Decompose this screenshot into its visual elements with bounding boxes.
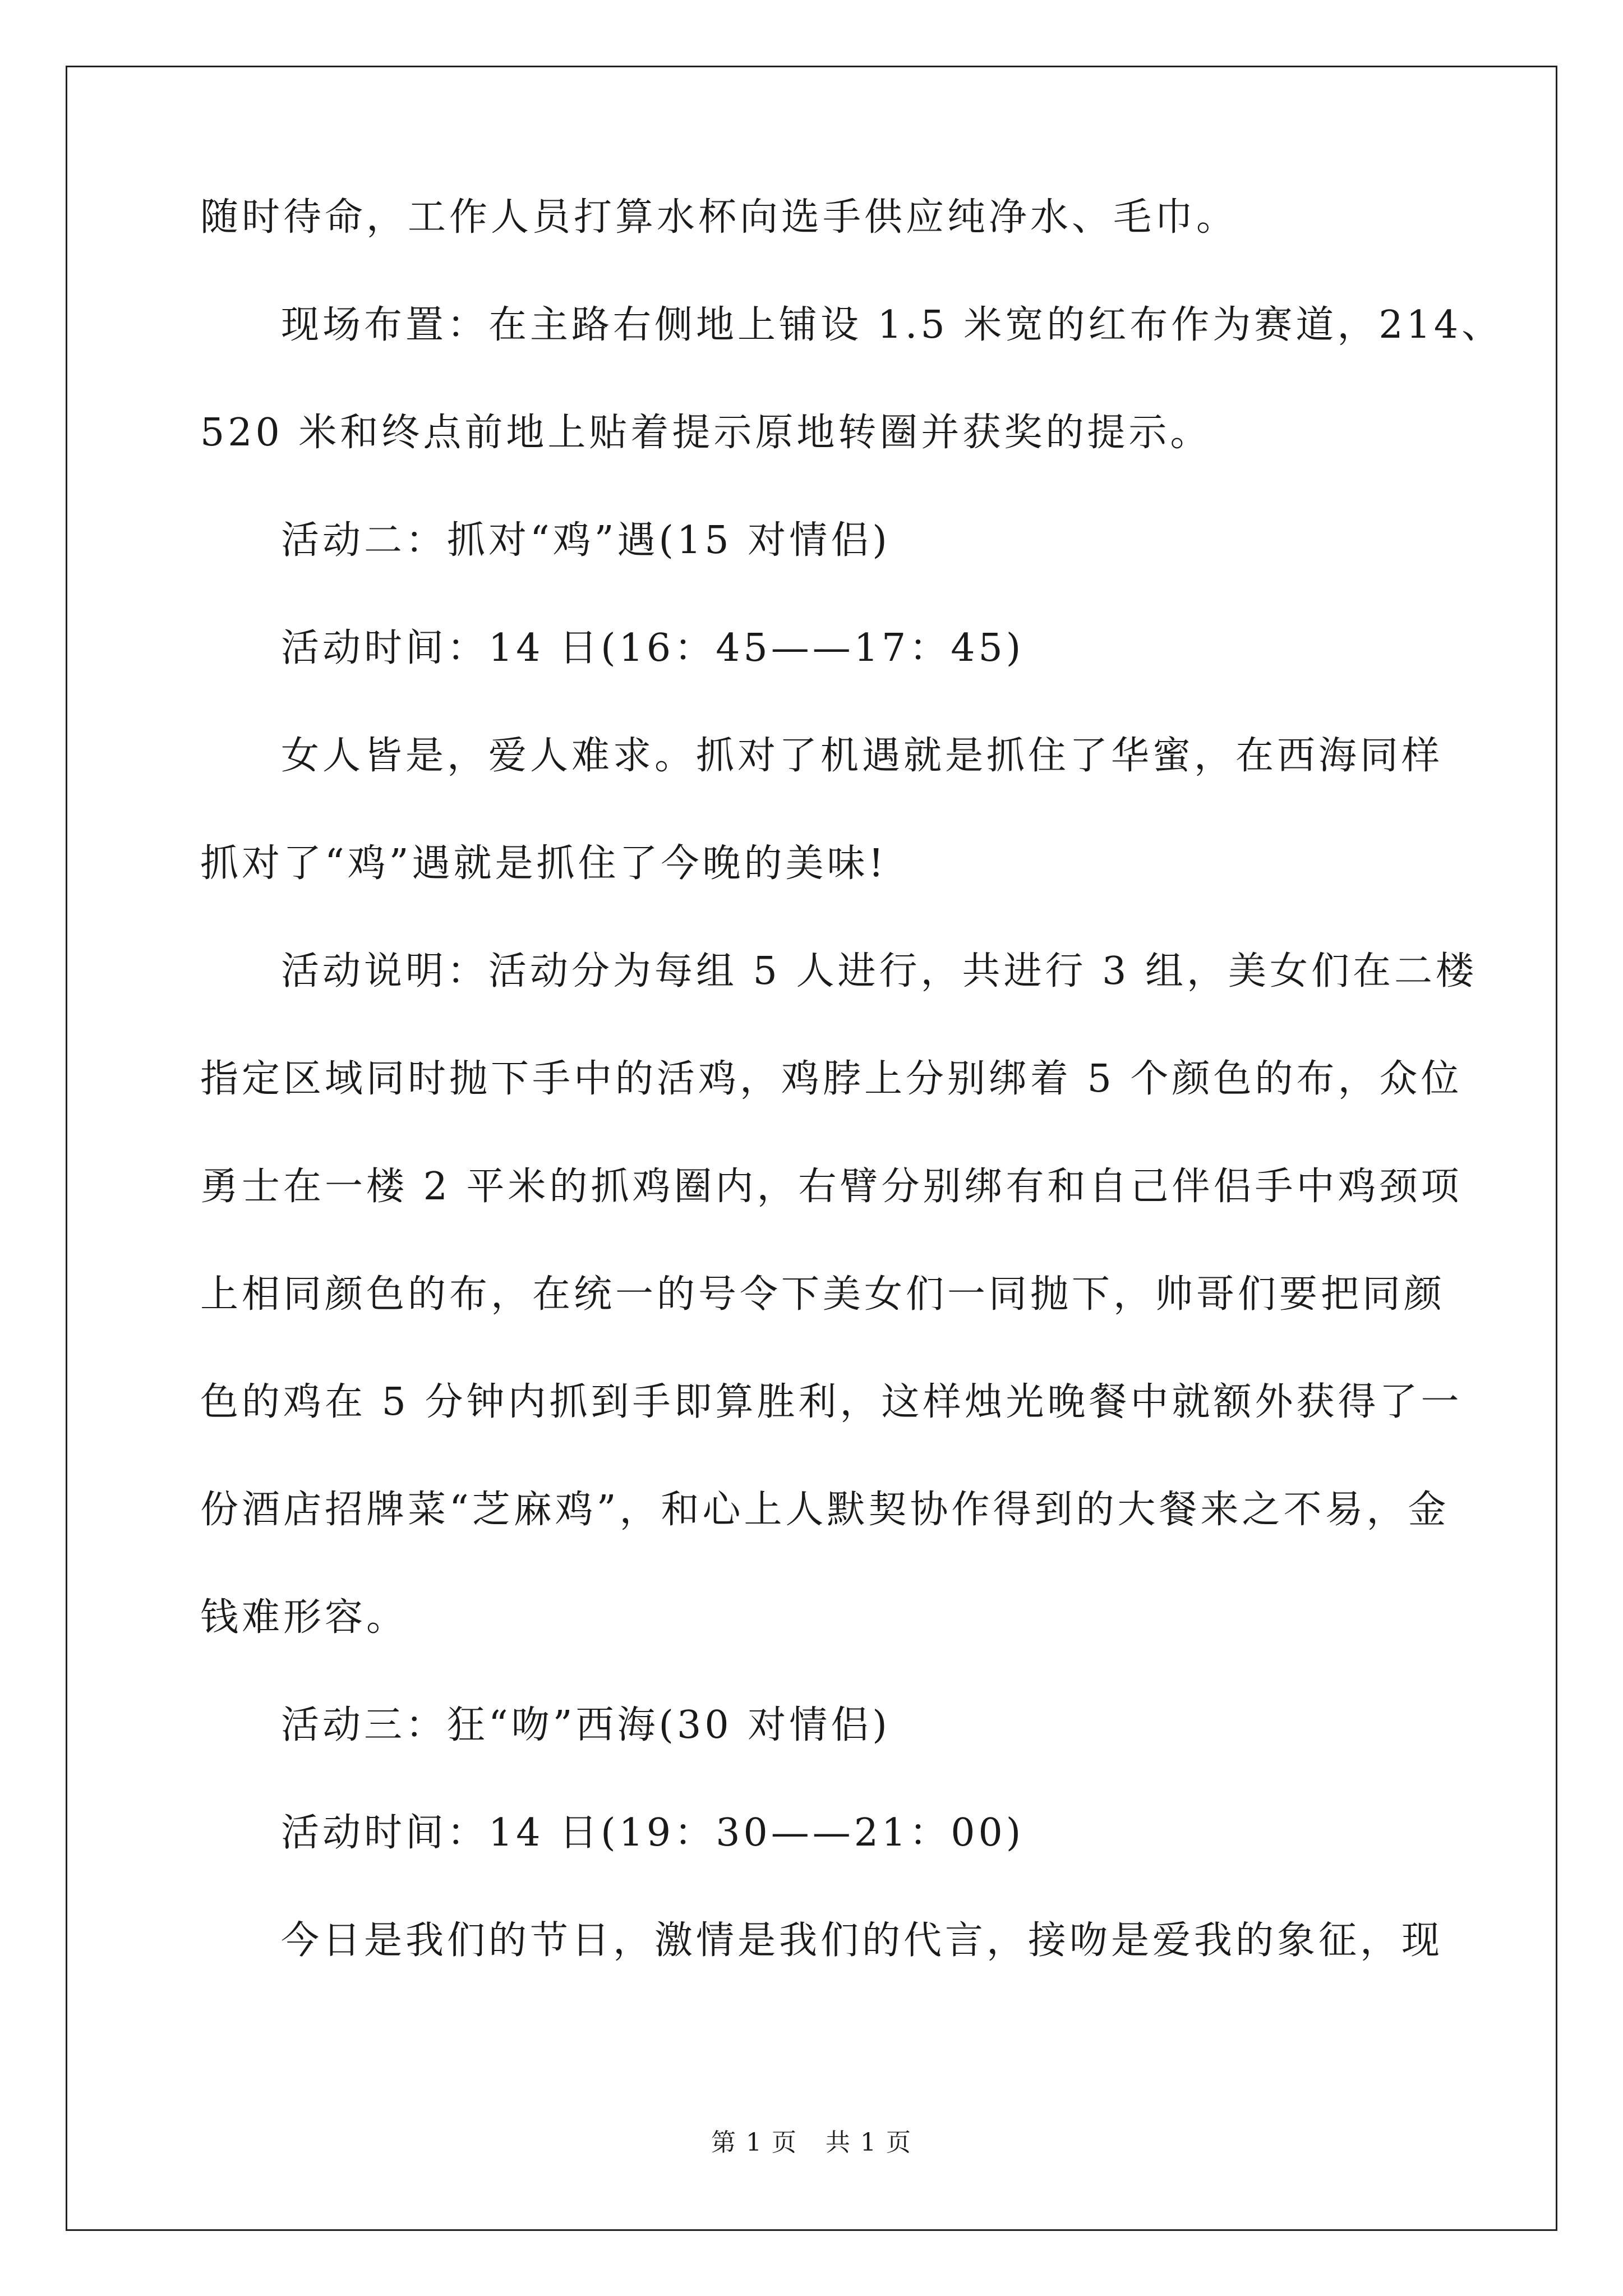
text-line: 活动时间：14 日(19：30——21：00): [281, 1811, 1025, 1855]
page-number: 第 1 页: [711, 2128, 797, 2157]
page-footer: [0, 2126, 1623, 2160]
page-border: [66, 66, 1557, 2231]
text-line: 抓对了“鸡”遇就是抓住了今晚的美味!: [200, 841, 887, 886]
text-line: 活动说明：活动分为每组 5 人进行，共进行 3 组，美女们在二楼: [281, 949, 1477, 993]
text-line: 勇士在一楼 2 平米的抓鸡圈内，右臂分别绑有和自己伴侣手中鸡颈项: [200, 1165, 1463, 1209]
text-line: 指定区域同时抛下手中的活鸡，鸡脖上分别绑着 5 个颜色的布，众位: [200, 1057, 1463, 1101]
section-heading: 活动三：狂“吻”西海(30 对情侣): [281, 1703, 891, 1747]
text-line: 520 米和终点前地上贴着提示原地转圈并获奖的提示。: [200, 411, 1212, 455]
text-line: 钱难形容。: [200, 1595, 408, 1640]
text-line: 份酒店招牌菜“芝麻鸡”，和心上人默契协作得到的大餐来之不易，金: [200, 1488, 1450, 1532]
section-heading: 活动二：抓对“鸡”遇(15 对情侣): [281, 518, 891, 563]
text-line: 活动时间：14 日(16：45——17：45): [281, 626, 1025, 670]
text-line: 色的鸡在 5 分钟内抓到手即算胜利，这样烛光晚餐中就额外获得了一: [200, 1380, 1463, 1424]
text-line: 随时待命，工作人员打算水杯向选手供应纯净水、毛巾。: [200, 195, 1238, 240]
text-line: 女人皆是，爱人难求。抓对了机遇就是抓住了华蜜，在西海同样: [281, 734, 1444, 778]
text-line: 上相同颜色的布，在统一的号令下美女们一同抛下，帅哥们要把同颜: [200, 1272, 1446, 1317]
text-line: 现场布置：在主路右侧地上铺设 1.5 米宽的红布作为赛道，214、: [281, 303, 1504, 347]
text-line: 今日是我们的节日，激情是我们的代言，接吻是爱我的象征，现: [281, 1918, 1444, 1963]
page-total: 共 1 页: [826, 2128, 912, 2157]
